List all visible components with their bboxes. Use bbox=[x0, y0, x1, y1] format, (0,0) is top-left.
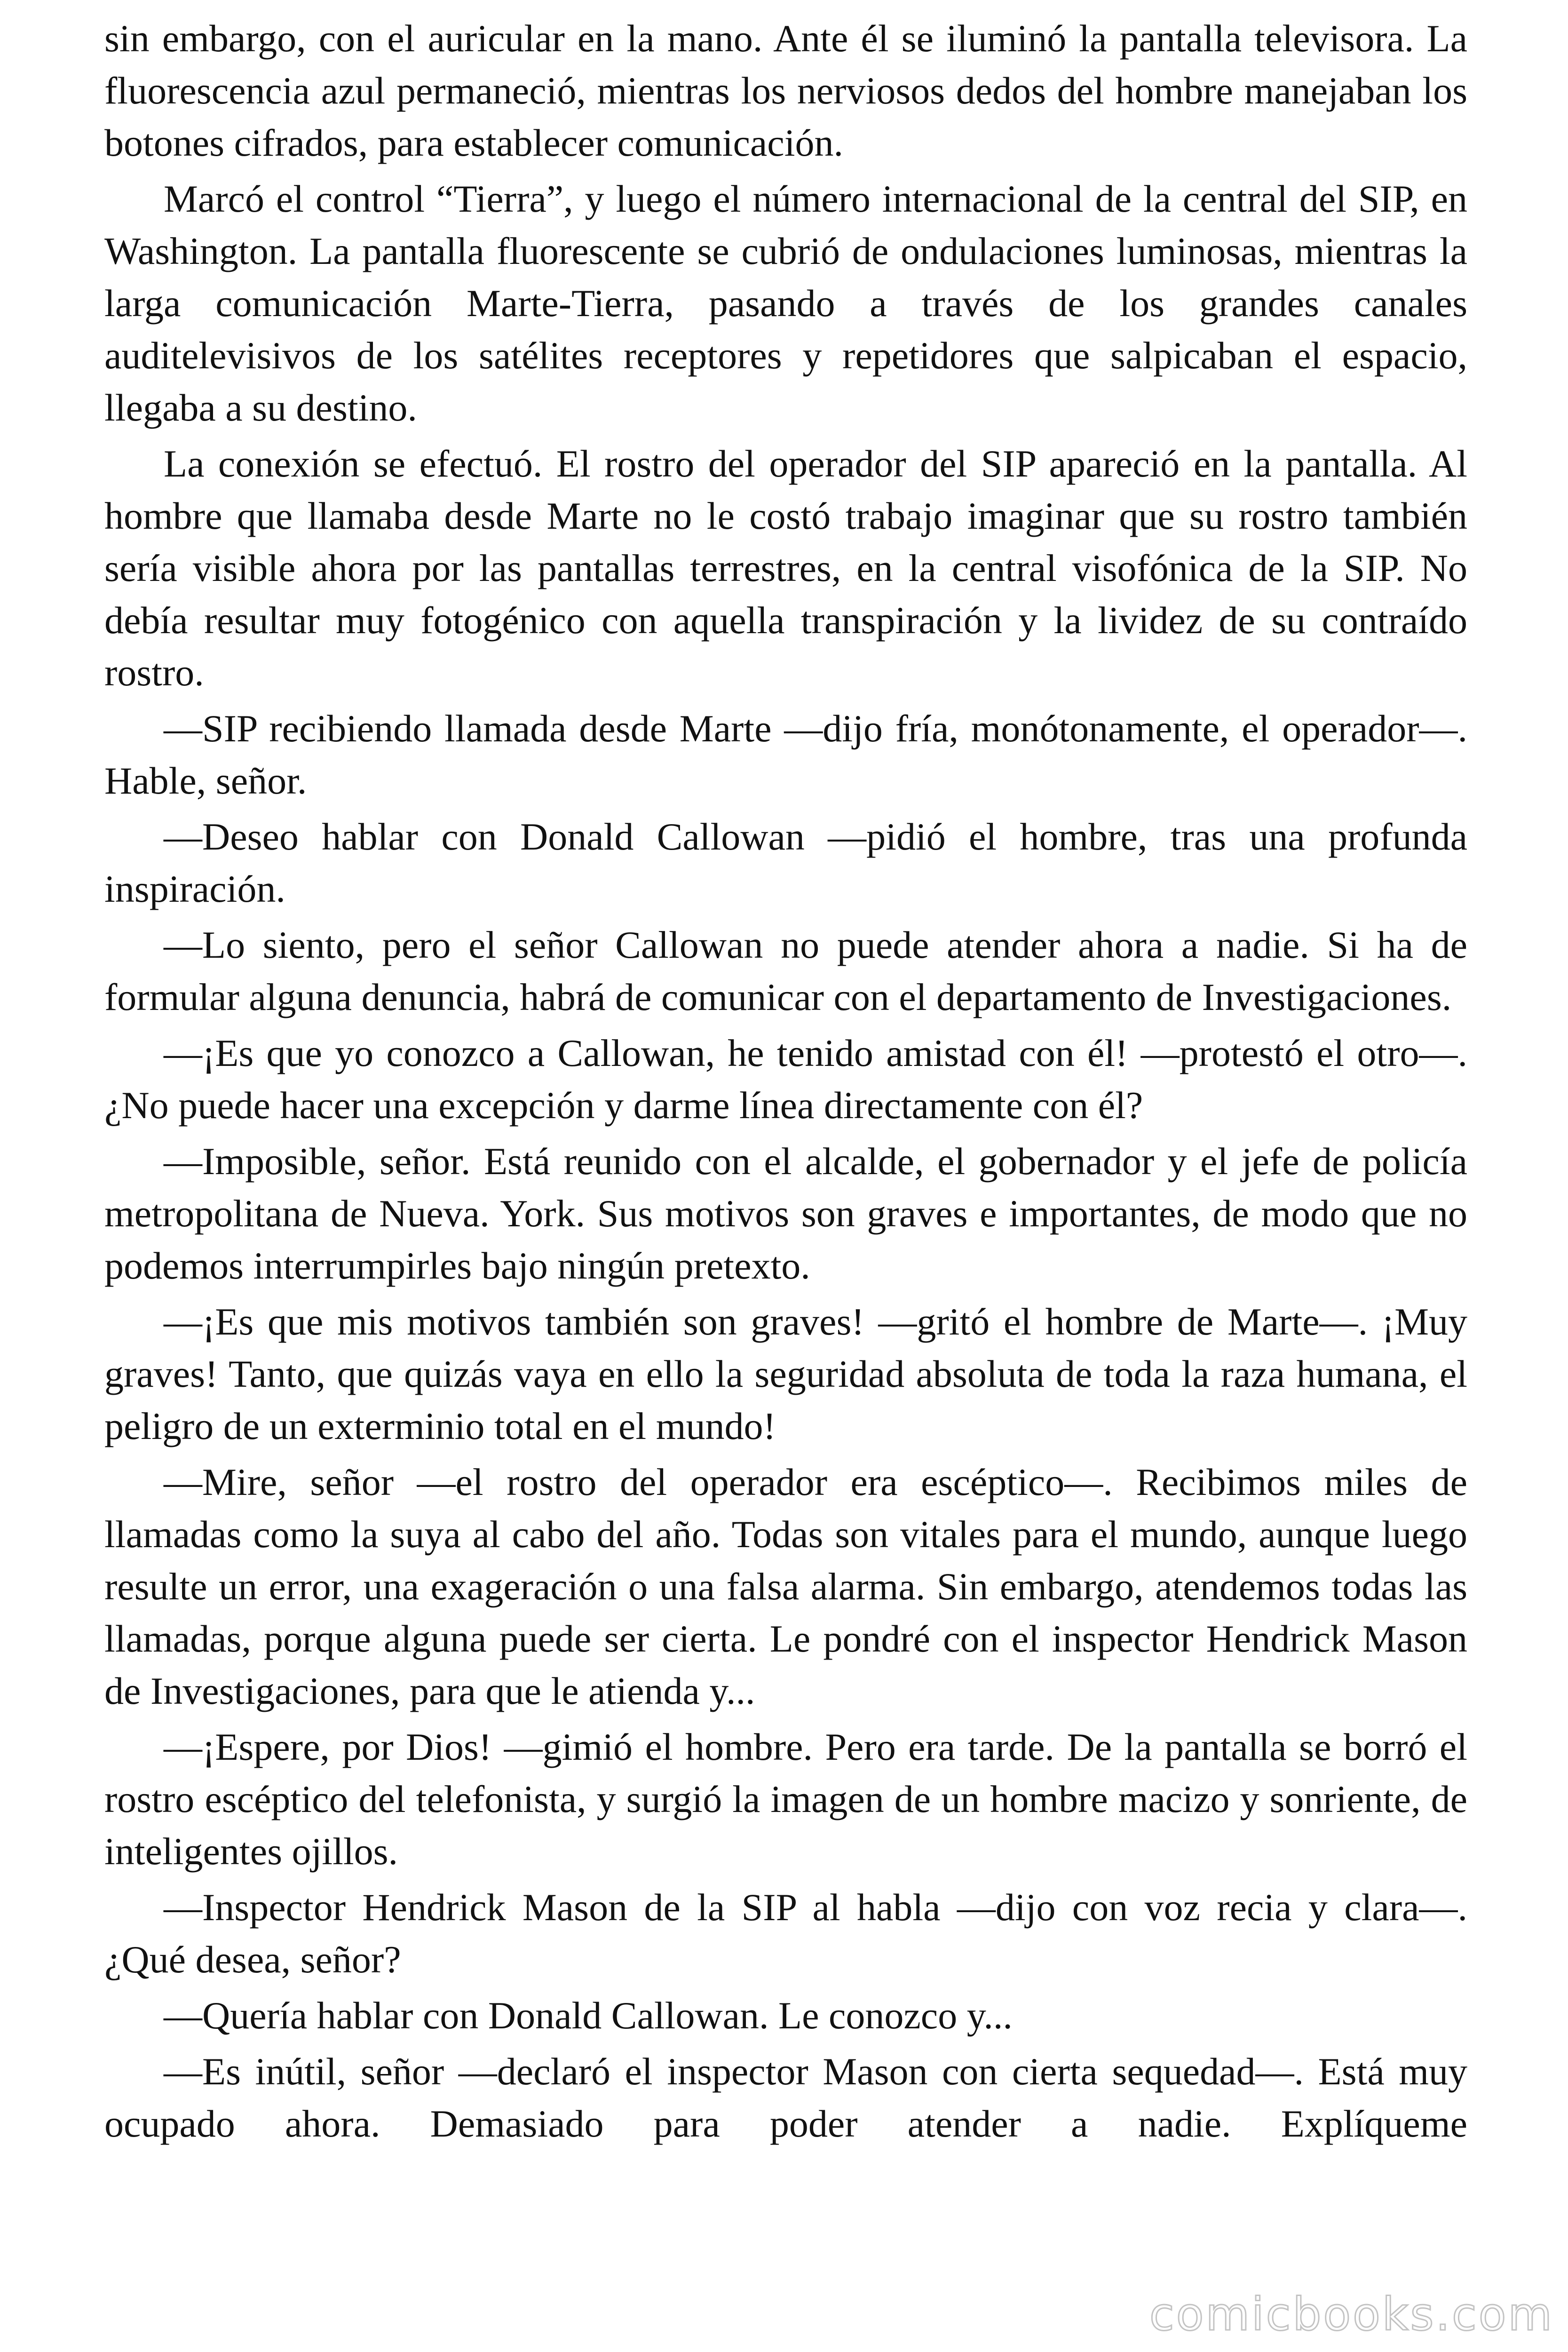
paragraph: sin embargo, con el auricular en la mano. Ante él se iluminó la pantalla televisora. La fluorescencia azul permaneció, mientras los nerviosos dedos del hombre manejaban los botones cifrados, para establecer comunicación. bbox=[104, 17, 1467, 164]
body-text bbox=[104, 12, 1467, 2153]
paragraph: —SIP recibiendo llamada desde Marte —dijo fría, monótonamente, el operador—. Hable, señor. bbox=[104, 707, 1467, 802]
paragraph: —Es inútil, señor —declaró el inspector Mason con cierta sequedad—. Está muy ocupado ahora. Demasiado para poder atender a nadie. Explíqueme bbox=[104, 2050, 1467, 2145]
paragraph: —¡Es que mis motivos también son graves! —gritó el hombre de Marte—. ¡Muy graves! Tanto, que quizás vaya en ello la seguridad absoluta de toda la raza humana, el peligro de un exterminio total en el mundo! bbox=[104, 1300, 1467, 1447]
paragraph: La conexión se efectuó. El rostro del operador del SIP apareció en la pantalla. Al hombre que llamaba desde Marte no le costó trabajo imaginar que su rostro también sería visible ahora por las pantallas terrestres, en la central visofónica de la SIP. No debía resultar muy fotogénico con aquella transpiración y la lividez de su contraído rostro. bbox=[104, 442, 1467, 694]
paragraph: —¡Es que yo conozco a Callowan, he tenido amistad con él! —protestó el otro—. ¿No puede hacer una excepción y darme línea directamente con él? bbox=[104, 1032, 1467, 1127]
paragraph: —¡Espere, por Dios! —gimió el hombre. Pero era tarde. De la pantalla se borró el rostro escéptico del telefonista, y surgió la imagen de un hombre macizo y sonriente, de inteligentes ojillos. bbox=[104, 1725, 1467, 1873]
paragraph: Marcó el control “Tierra”, y luego el número internacional de la central del SIP, en Washington. La pantalla fluorescente se cubrió de ondulaciones luminosas, mientras la larga comunicación Marte-Tierra, pasando a través de los grandes canales auditelevisivos de los satélites receptores y repetidores que salpicaban el espacio, llegaba a su destino. bbox=[104, 177, 1467, 429]
paragraph: —Lo siento, pero el señor Callowan no puede atender ahora a nadie. Si ha de formular alguna denuncia, habrá de comunicar con el departamento de Investigaciones. bbox=[104, 923, 1467, 1018]
paragraph: —Inspector Hendrick Mason de la SIP al habla —dijo con voz recia y clara—. ¿Qué desea, señor? bbox=[104, 1886, 1467, 1981]
paragraph: —Quería hablar con Donald Callowan. Le conozco y... bbox=[164, 1994, 1013, 2037]
paragraph: —Imposible, señor. Está reunido con el alcalde, el gobernador y el jefe de policía metropolitana de Nueva. York. Sus motivos son graves e importantes, de modo que no podemos interrumpirles bajo ningún pretexto. bbox=[104, 1140, 1467, 1287]
watermark: comicbooks.com bbox=[1149, 2288, 1554, 2341]
paragraph: —Mire, señor —el rostro del operador era escéptico—. Recibimos miles de llamadas como la suya al cabo del año. Todas son vitales para el mundo, aunque luego resulte un error, una exageración o una falsa alarma. Sin embargo, atendemos todas las llamadas, porque alguna puede ser cierta. Le pondré con el inspector Hendrick Mason de Investigaciones, para que le atienda y... bbox=[104, 1461, 1467, 1712]
paragraph: —Deseo hablar con Donald Callowan —pidió el hombre, tras una profunda inspiración. bbox=[104, 815, 1467, 910]
